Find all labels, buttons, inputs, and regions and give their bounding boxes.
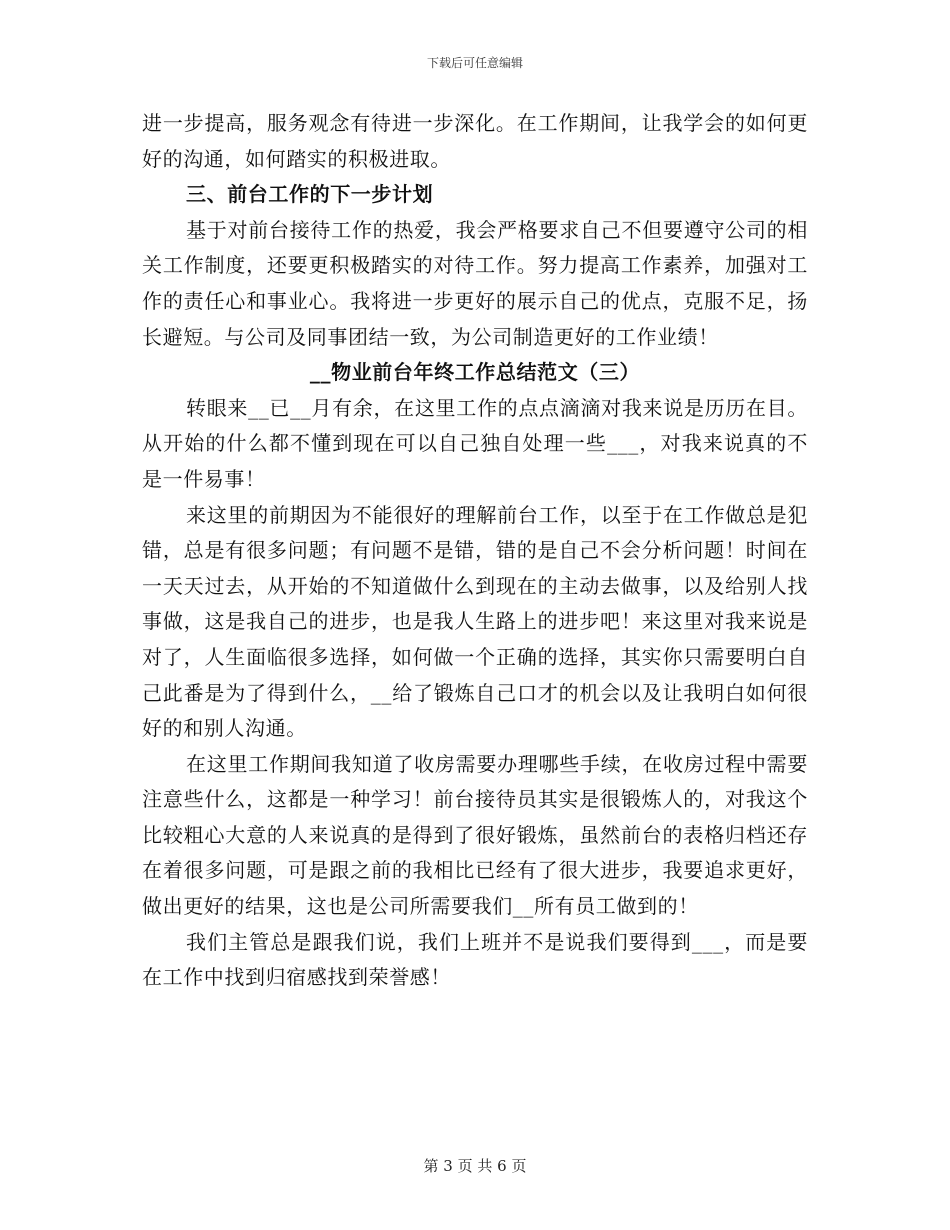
section-heading-next-plan: 三、前台工作的下一步计划 [186, 182, 434, 207]
paragraph-supervisor: 我们主管总是跟我们说，我们上班并不是说我们要得到___，而是要在工作中找到归宿感找到荣誉感！ [142, 929, 808, 990]
paragraph-plan: 基于对前台接待工作的热爱，我会严格要求自己不但要遵守公司的相关工作制度，还要更积极踏实的对待工作。努力提高工作素养，加强对工作的责任心和事业心。我将进一步更好的展示自己的优点，克服不足，扬长避短。与公司及同事团结一致，为公司制造更好的工作业绩！ [142, 217, 808, 349]
article-title: __物业前台年终工作总结范文（三） [309, 360, 641, 385]
page-header-note: 下载后可任意编辑 [426, 56, 523, 70]
paragraph-intro: 转眼来__已__月有余，在这里工作的点点滴滴对我来说是历历在目。从开始的什么都不懂到现在可以自己独自处理一些___，对我来说真的不是一件易事！ [142, 395, 808, 491]
paragraph-early-period: 来这里的前期因为不能很好的理解前台工作，以至于在工作做总是犯错，总是有很多问题；有问题不是错，错的是自己不会分析问题！时间在一天天过去，从开始的不知道做什么到现在的主动去做事，以及给别人找事做，这是我自己的进步，也是我人生路上的进步吧！来这里对我来说是对了，人生面临很多选择，如何做一个正确的选择，其实你只需要明白自己此番是为了得到什么，__给了锻炼自己口才的机会以及让我明白如何很好的和别人沟通。 [142, 502, 808, 741]
paragraph-continuation: 进一步提高，服务观念有待进一步深化。在工作期间，让我学会的如何更好的沟通，如何踏实的积极进取。 [142, 111, 808, 171]
page-number-footer: 第 3 页 共 6 页 [423, 1157, 527, 1175]
paragraph-learning: 在这里工作期间我知道了收房需要办理哪些手续，在收房过程中需要注意些什么，这都是一种学习！前台接待员其实是很锻炼人的，对我这个比较粗心大意的人来说真的是得到了很好锻炼，虽然前台的表格归档还存在着很多问题，可是跟之前的我相比已经有了很大进步，我要追求更好，做出更好的结果，这也是公司所需要我们__所有员工做到的！ [142, 751, 808, 919]
document-body [142, 106, 808, 996]
